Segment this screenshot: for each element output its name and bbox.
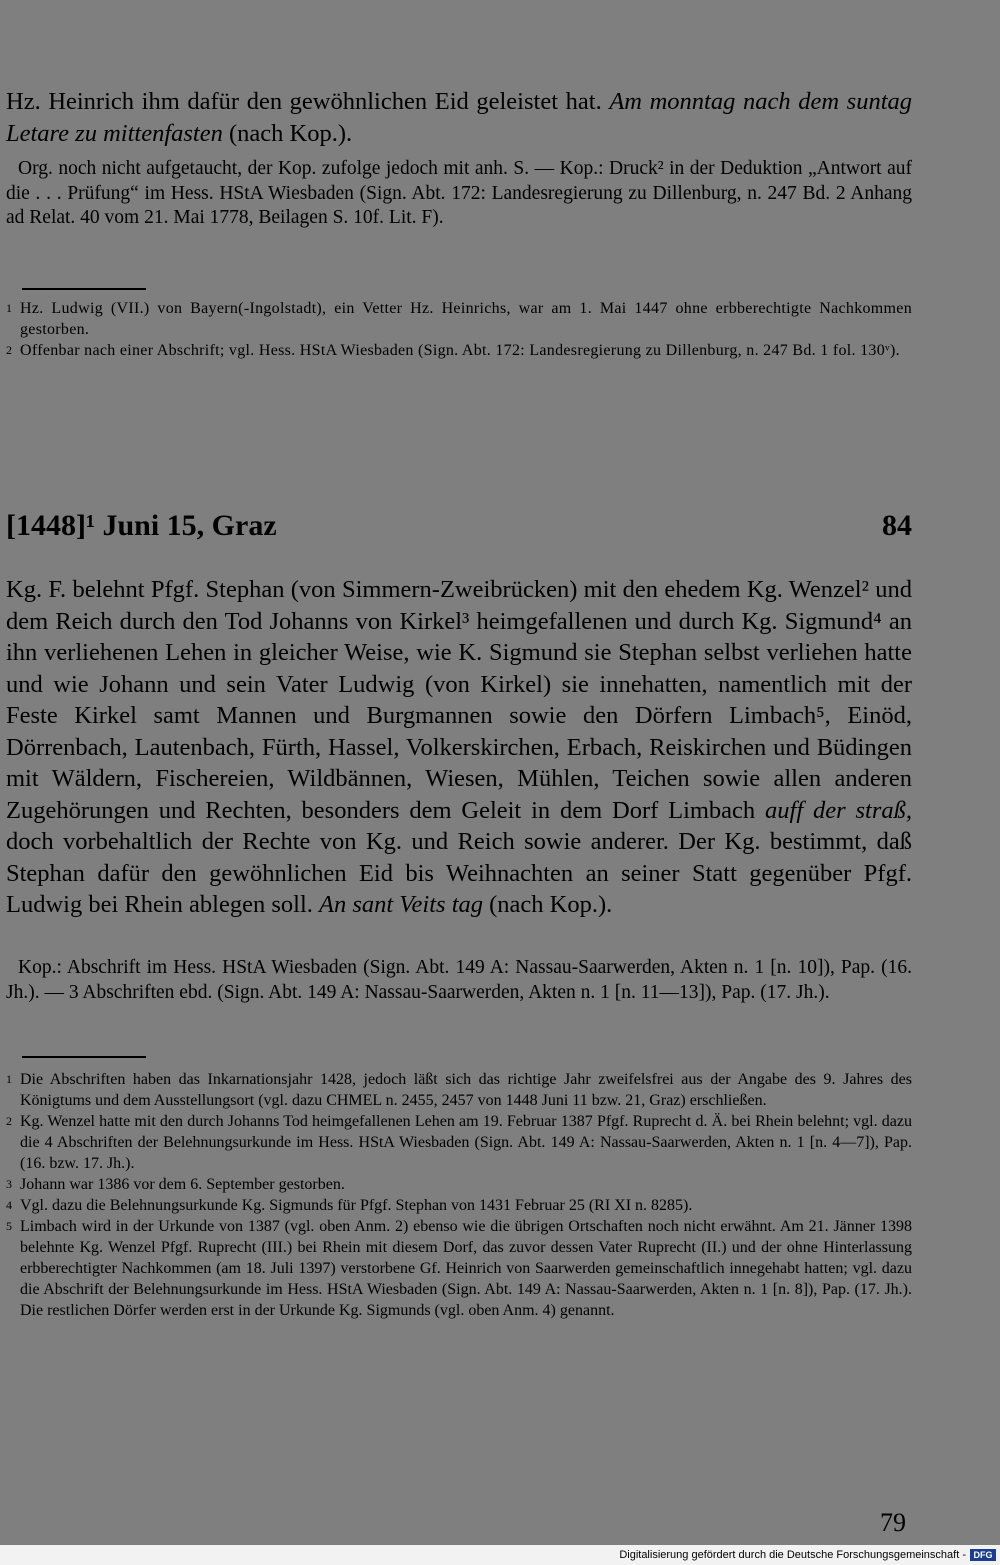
- footnote: [6, 1216, 912, 1321]
- source-paragraph: Org. noch nicht aufgetaucht, der Kop. zufolge jedoch mit anh. S. — Kop.: Druck² in der Deduktion „Antwort auf die . . . Prüfung“ im Hess. HStA Wiesbaden (Sign. Abt. 172: Landesregierung zu Dillenburg, n. 247 Bd. 2 Anhang ad Relat. 40 vom 21. Mai 1778, Beilagen S. 10f. Lit. F).: [6, 158, 912, 229]
- footnote-text: Johann war 1386 vor dem 6. September gestorben.: [20, 1176, 345, 1193]
- page-number: 79: [880, 1508, 906, 1537]
- entry-number: 84: [882, 509, 912, 542]
- footnotes: [6, 1069, 912, 1321]
- text-run: (nach Kop.).: [489, 891, 613, 918]
- text-run: doch vorbehaltlich der Rechte von Kg. und Reich sowie anderer. Der Kg. bestimmt, daß Stephan dafür den gewöhnlichen Eid bis Weihnachten an seiner Statt gegenüber Pfgf. Ludwig bei Rhein ablegen soll.: [6, 828, 912, 918]
- footer-text: Digitalisierung gefördert durch die Deutsche Forschungsgemeinschaft -: [619, 1549, 966, 1561]
- text-run: (nach Kop.).: [228, 119, 353, 147]
- text-run: Hz. Heinrich ihm dafür den gewöhnlichen Eid geleistet hat.: [6, 88, 602, 115]
- top-footnotes: [6, 298, 912, 361]
- date-formula: Am monntag nach dem suntag Letare zu mittenfasten: [6, 88, 913, 147]
- regest-paragraph: [6, 574, 912, 921]
- footnote-marker: 3: [6, 1177, 12, 1191]
- footnote-marker: 4: [6, 1198, 12, 1212]
- footnote-marker: 2: [6, 1114, 12, 1128]
- quote: auff der straß,: [765, 796, 912, 824]
- digitization-footer: [0, 1545, 1000, 1565]
- footnote-text: Vgl. dazu die Belehnungsurkunde Kg. Sigmunds für Pfgf. Stephan von 1431 Februar 25 (RI XI n. 8285).: [20, 1197, 693, 1214]
- copies-paragraph: Kop.: Abschrift im Hess. HStA Wiesbaden (Sign. Abt. 149 A: Nassau-Saarwerden, Akten n. 1 [n. 10]), Pap. (16. Jh.). — 3 Abschriften ebd. (Sign. Abt. 149 A: Nassau-Saarwerden, Akten n. 1 [n. 11—13]), Pap. (17. Jh.).: [6, 957, 912, 1003]
- footnote-text: Limbach wird in der Urkunde von 1387 (vgl. oben Anm. 2) ebenso wie die übrigen Ortschaften noch nicht erwähnt. Am 21. Jänner 1398 belehnte Kg. Wenzel Pfgf. Ruprecht (III.) bei Rhein mit diesem Dorf, das zuvor dessen Vater Ruprecht (II.) und der ohne Hinterlassung erbberechtigter Nachkommen (am 18. Juli 1397) verstorbene Gf. Heinrich von Saarwerden gemeinschaftlich innegehabt hatten; vgl. dazu die Abschrift der Belehnungsurkunde im Hess. HStA Wiesbaden (Sign. Abt. 149 A: Nassau-Saarwerden, Akten n. 1 [n. 8]), Pap. (17. Jh.). Die restlichen Dörfer werden erst in der Urkunde Kg. Sigmunds (vgl. oben Anm. 4) genannt.: [20, 1218, 912, 1319]
- text-run: Kg. F. belehnt Pfgf. Stephan (von Simmern-Zweibrücken) mit den ehedem Kg. Wenzel² und dem Reich durch den Tod Johanns von Kirkel³ heimgefallenen und durch Kg. Sigmund⁴ an ihn verliehenen Lehen in gleicher Weise, wie K. Sigmund sie Stephan selbst verliehen hatte und wie Johann und sein Vater Ludwig (von Kirkel) sie innehatten, namentlich mit der Feste Kirkel samt Mannen und Burgmannen sowie den Dörfern Limbach⁵, Einöd, Dörrenbach, Lautenbach, Fürth, Hassel, Volkerskirchen, Erbach, Reiskirchen und Büdingen mit Wäldern, Fischereien, Wildbännen, Wiesen, Mühlen, Teichen sowie allen anderen Zugehörungen und Rechten, besonders dem Geleit in dem Dorf Limbach: [6, 576, 912, 824]
- entry-heading: [6, 506, 912, 546]
- footnote-text: Hz. Ludwig (VII.) von Bayern(-Ingolstadt), ein Vetter Hz. Heinrichs, war am 1. Mai 1447 ohne erbberechtigte Nachkommen gestorben.: [20, 300, 912, 338]
- footnote: [6, 1174, 912, 1195]
- entry-date: [1448]¹ Juni 15, Graz: [6, 509, 277, 542]
- footnote-text: Offenbar nach einer Abschrift; vgl. Hess. HStA Wiesbaden (Sign. Abt. 172: Landesregierung zu Dillenburg, n. 247 Bd. 1 fol. 130ᵛ).: [20, 342, 900, 359]
- footnote: [6, 1111, 912, 1174]
- footnote-marker: 2: [6, 343, 13, 357]
- footnote-marker: 5: [6, 1219, 12, 1233]
- footnote: [6, 298, 912, 340]
- footnote: [6, 1195, 912, 1216]
- dfg-logo-icon: DFG: [970, 1549, 996, 1561]
- footnote: [6, 340, 912, 361]
- footnote-marker: 1: [6, 1072, 12, 1086]
- footnote-divider: [22, 288, 146, 290]
- footnote-text: Kg. Wenzel hatte mit den durch Johanns Tod heimgefallenen Lehen am 19. Februar 1387 Pfgf. Ruprecht d. Ä. bei Rhein belehnt; vgl. dazu die 4 Abschriften der Belehnungsurkunde im Hess. HStA Wiesbaden (Sign. Abt. 149 A: Nassau-Saarwerden, Akten n. 1 [n. 4—7]), Pap. (16. bzw. 17. Jh.).: [20, 1113, 912, 1172]
- continuation-paragraph: [6, 86, 912, 149]
- date-formula: An sant Veits tag: [319, 891, 484, 918]
- footnote-divider: [22, 1056, 146, 1058]
- footnote-marker: 1: [6, 301, 13, 315]
- footnote-text: Die Abschriften haben das Inkarnationsjahr 1428, jedoch läßt sich das richtige Jahr zweifelsfrei aus der Angabe des 9. Jahres des Königtums und dem Ausstellungsort (vgl. dazu CHMEL n. 2455, 2457 von 1448 Juni 11 bzw. 21, Graz) erschließen.: [20, 1071, 912, 1109]
- footnote: [6, 1069, 912, 1111]
